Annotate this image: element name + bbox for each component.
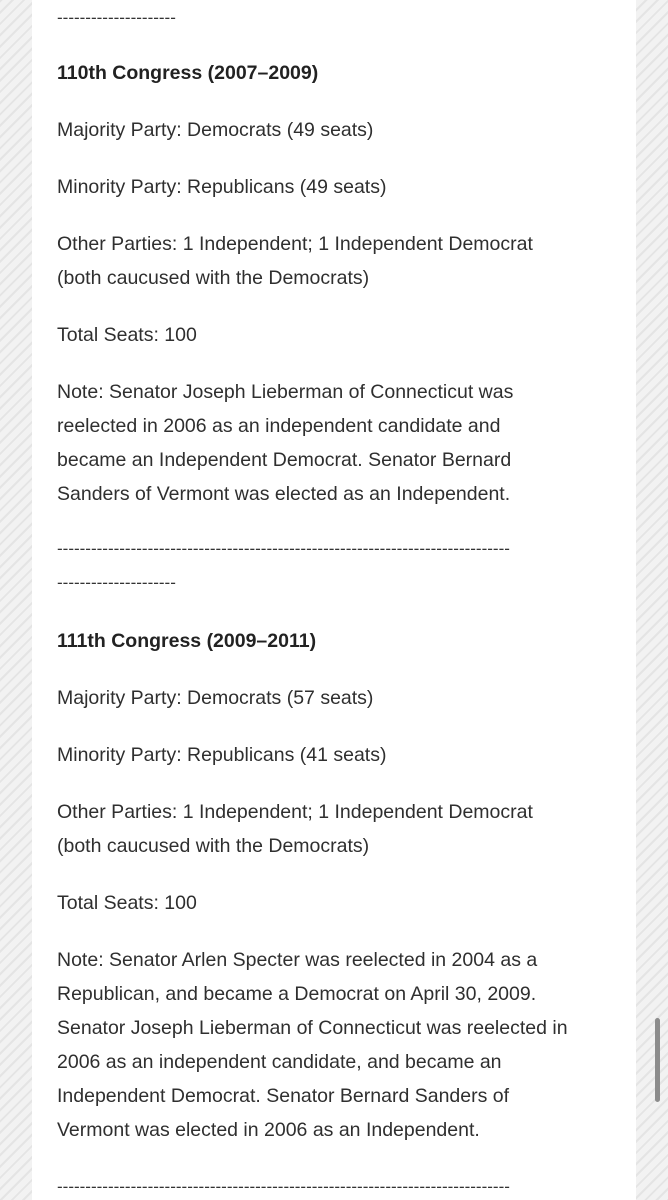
divider-line: -------------------------------------------------------------------------------- [57, 1177, 510, 1196]
majority-party-line: Majority Party: Democrats (49 seats) [57, 119, 374, 141]
congress-section-110th [57, 56, 612, 511]
other-parties-line: (both caucused with the Democrats) [57, 267, 370, 289]
other-parties-line: Other Parties: 1 Independent; 1 Independent Democrat [57, 801, 533, 823]
note-line: Note: Senator Arlen Specter was reelected in 2004 as a [57, 949, 538, 971]
other-parties-line: Other Parties: 1 Independent; 1 Independent Democrat [57, 233, 533, 255]
note-line: Vermont was elected in 2006 as an Independent. [57, 1119, 480, 1141]
note-line: reelected in 2006 as an independent candidate and [57, 415, 501, 437]
divider-line: --------------------- [57, 573, 176, 592]
other-parties-line: (both caucused with the Democrats) [57, 835, 370, 857]
congress-section-111th [57, 624, 612, 1147]
note-line: Sanders of Vermont was elected as an Independent. [57, 483, 511, 505]
note-line: Note: Senator Joseph Lieberman of Connecticut was [57, 381, 514, 403]
majority-party-line: Majority Party: Democrats (57 seats) [57, 687, 374, 709]
minority-party-line: Minority Party: Republicans (49 seats) [57, 176, 387, 198]
note-paragraph [57, 943, 612, 1147]
note-paragraph [57, 375, 612, 511]
section-heading: 111th Congress (2009–2011) [57, 630, 317, 652]
scrollbar-thumb[interactable] [655, 1018, 660, 1102]
section-heading: 110th Congress (2007–2009) [57, 62, 319, 84]
total-seats-line: Total Seats: 100 [57, 892, 197, 914]
article-card [32, 0, 636, 1200]
total-seats-line: Total Seats: 100 [57, 324, 197, 346]
divider-line: -------------------------------------------------------------------------------- [57, 539, 510, 558]
note-line: became an Independent Democrat. Senator Bernard [57, 449, 512, 471]
other-parties-paragraph [57, 227, 612, 295]
note-line: Republican, and became a Democrat on April 30, 2009. [57, 983, 537, 1005]
note-line: Senator Joseph Lieberman of Connecticut was reelected in [57, 1017, 568, 1039]
note-line: Independent Democrat. Senator Bernard Sanders of [57, 1085, 510, 1107]
note-line: 2006 as an independent candidate, and became an [57, 1051, 502, 1073]
minority-party-line: Minority Party: Republicans (41 seats) [57, 744, 387, 766]
divider-line: --------------------- [57, 8, 176, 27]
other-parties-paragraph [57, 795, 612, 863]
